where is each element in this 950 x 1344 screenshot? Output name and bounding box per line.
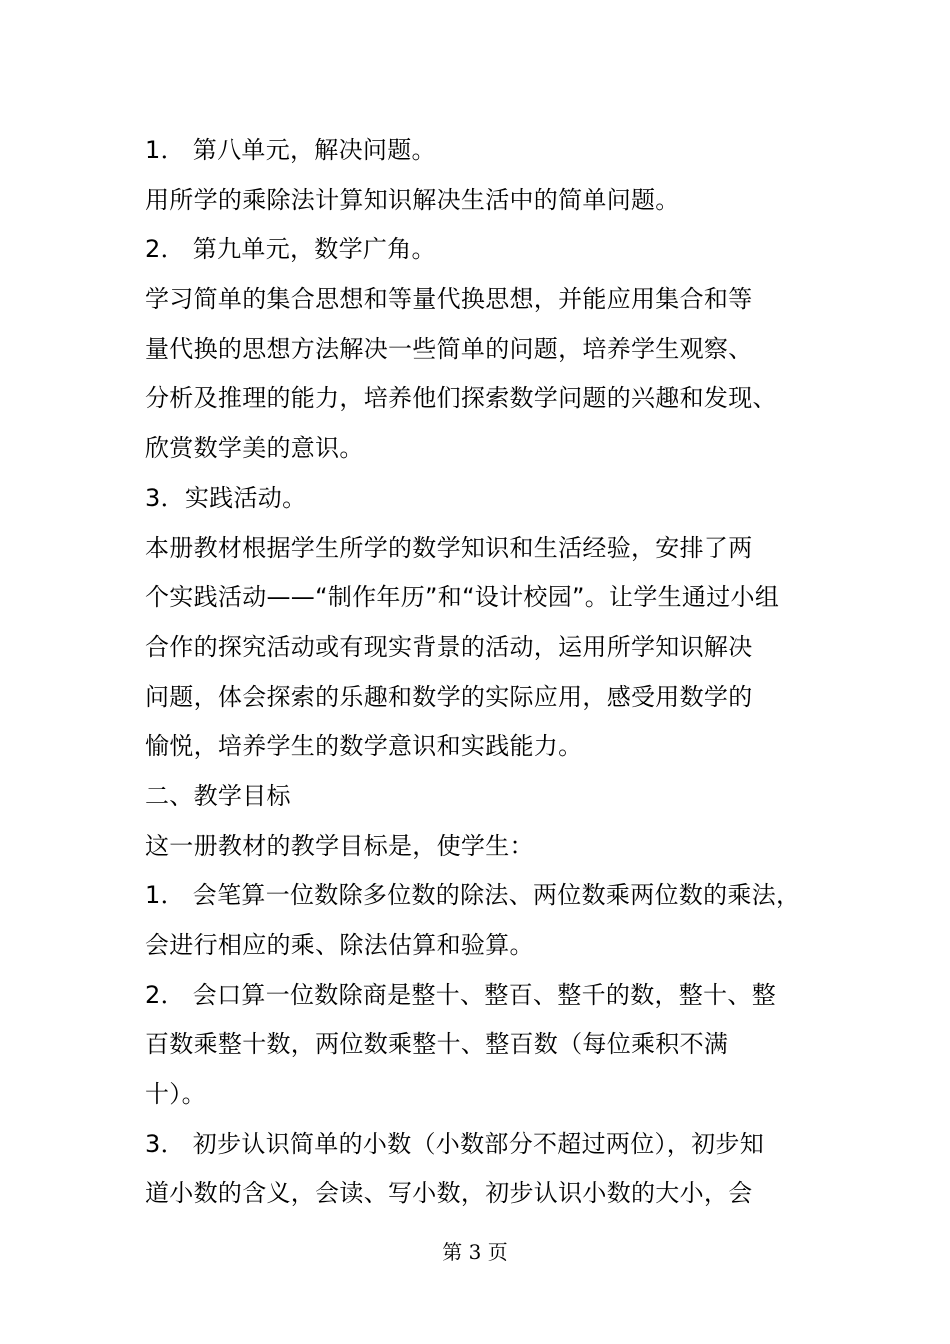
text-line: 问题，体会探索的乐趣和数学的实际应用，感受用数学的 [145,682,753,711]
text-line: 3．实践活动。 [145,483,307,512]
text-line: 欣赏数学美的意识。 [145,434,364,463]
text-line: 愉悦，培养学生的数学意识和实践能力。 [145,732,583,761]
text-line: 用所学的乘除法计算知识解决生活中的简单问题。 [145,185,680,214]
body-text [145,126,845,1219]
text-line: 十）。 [145,1080,206,1109]
text-line: 3． 初步认识简单的小数（小数部分不超过两位），初步知 [145,1129,764,1158]
text-line: 量代换的思想方法解决一些简单的问题，培养学生观察、 [145,334,753,363]
text-line: 分析及推理的能力，培养他们探索数学问题的兴趣和发现、 [145,384,777,413]
text-line: 2． 第九单元，数学广角。 [145,235,436,264]
text-line: 1． 第八单元，解决问题。 [145,136,436,164]
text-line: 学习简单的集合思想和等量代换思想，并能应用集合和等 [145,285,753,314]
text-line: 本册教材根据学生所学的数学知识和生活经验，安排了两 [145,533,753,562]
text-line: 个实践活动——“制作年历”和“设计校园”。让学生通过小组 [145,583,780,612]
text-line: 百数乘整十数，两位数乘整十、整百数（每位乘积不满 [145,1030,729,1059]
text-line: 合作的探究活动或有现实背景的活动，运用所学知识解决 [145,632,753,661]
text-line: 这一册教材的教学目标是，使学生： [145,831,534,860]
text-line: 1． 会笔算一位数除多位数的除法、两位数乘两位数的乘法， [145,881,801,910]
text-line: 道小数的含义，会读、写小数，初步认识小数的大小，会 [145,1179,753,1208]
text-line: 会进行相应的乘、除法估算和验算。 [145,931,534,959]
text-line: 2． 会口算一位数除商是整十、整百、整千的数，整十、整 [145,980,776,1009]
page-number: 第 3 页 [442,1240,508,1264]
section-heading: 二、教学目标 [145,781,291,810]
